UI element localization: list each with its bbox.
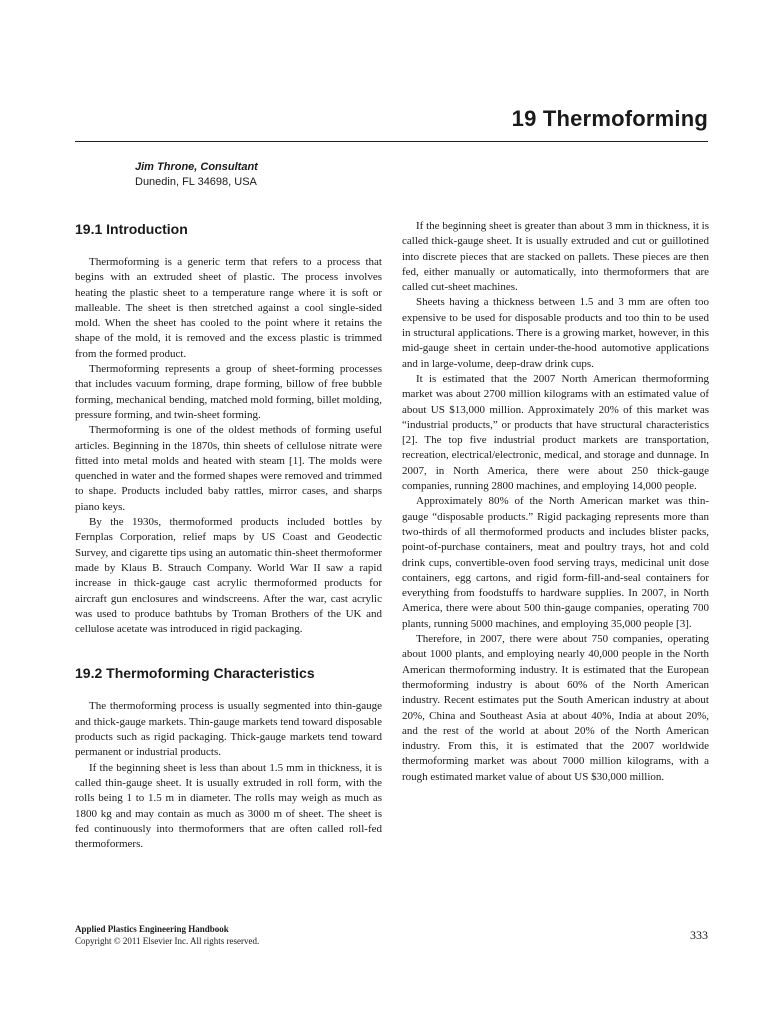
paragraph: Approximately 80% of the North American market was thin-gauge “disposable products.” Rigid packaging represents more than two-thirds of all thermoformed products and includes blister packs, point-of-purchase containers, meat and poultry trays, hot and cold drink cups, convertible-oven food serving trays, medicinal unit dose containers, egg cartons, and rigid form-fill-and-seal containers for everything from foodstuffs to hardware supplies. In 2007, in North America, there were about 500 thin-gauge companies, operating 700 plants, running 5000 machines, and employing 35,000 people [3]. (402, 495, 709, 630)
paragraph: Thermoforming is one of the oldest methods of forming useful articles. Beginning in the 1870s, thin sheets of cellulose nitrate were fitted into metal molds and heated with steam [1]. The molds were quenched in water and the formed shapes were removed and trimmed to shape. Products included baby rattles, mirror cases, and sharps piano keys. (75, 424, 382, 513)
paragraph: If the beginning sheet is greater than about 3 mm in thickness, it is called thick-gauge sheet. It is usually extruded and cut or guillotined into discrete pieces that are stacked on pallets. These pieces are then fed, either manually or automatically, into thermoformers that are called cut-sheet machines. (402, 220, 709, 294)
footer-book-title: Applied Plastics Engineering Handbook (75, 924, 229, 934)
page-number: 333 (690, 928, 708, 942)
paragraph: Therefore, in 2007, there were about 750 companies, operating about 1000 plants, and employing nearly 40,000 people in the North American thermoforming industry. It is estimated that the European thermoforming industry is about 60% of the North American industry. Recent estimates put the South American industry at about 20%, China and Southeast Asia at about 40%, India at about 20%, and the rest of the world at about 20% of the North American industry. From this, it is estimated that the 2007 worldwide thermoforming market was about 7000 million kilograms, with a rough estimated market value of about US $30,000 million. (402, 633, 709, 783)
author-name: Jim Throne, Consultant (135, 161, 258, 173)
paragraph: By the 1930s, thermoformed products included bottles by Fernplas Corporation, relief maps by US Coast and Geodectic Survey, and cigarette tips using an automatic thin-sheet thermoformer made by Klaus B. Strauch Company. World War II saw a rapid increase in thick-gauge cast acrylic thermoformed products for aircraft gun enclosures and windscreens. After the war, cast acrylic was used to produce bathtubs by Troman Brothers of the UK and cellulose acetate was introduced in rigid packaging. (75, 516, 382, 636)
paragraph: Thermoforming is a generic term that refers to a process that begins with an extruded sheet of plastic. The process involves heating the plastic sheet to a temperature range where it is soft or malleable. The sheet is then stretched against a cool single-sided mold. When the sheet has cooled to the point where it retains the shape of the mold, it is removed and the excess plastic is trimmed from the formed product. (75, 256, 382, 360)
left-column (75, 219, 382, 852)
title-rule (75, 141, 708, 142)
chapter-title: 19 Thermoforming (511, 106, 708, 131)
section-heading-introduction: 19.1 Introduction (75, 221, 188, 237)
author-location: Dunedin, FL 34698, USA (135, 176, 257, 188)
paragraph: If the beginning sheet is less than about 1.5 mm in thickness, it is called thin-gauge sheet. It is usually extruded in roll form, with the rolls being 1 to 1.5 m in diameter. The rolls may weigh as much as 1800 kg and may contain as much as 3000 m of sheet. The sheet is fed continuously into thermoformers that are often called roll-fed thermoformers. (75, 761, 382, 851)
right-column (402, 219, 709, 785)
paragraph: Sheets having a thickness between 1.5 and 3 mm are often too expensive to be used for disposable products and too thin to be used in structural applications. There is a growing market, however, in this mid-gauge sheet in certain under-the-hood automotive applications and in large-volume, deep-draw drink cups. (402, 296, 709, 370)
paragraph: It is estimated that the 2007 North American thermoforming market was about 2700 million kilograms with an estimated value of about US $13,000 million. Approximately 20% of this market was “industrial products,” or products that have structural characteristics [2]. The top five industrial product markets are transportation, recreation, electrical/electronic, medical, and storage and dunnage. In 2007, in North America, there were about 250 thick-gauge companies, running 2800 machines, and employing 14,000 people. (402, 372, 709, 493)
paragraph: Thermoforming represents a group of sheet-forming processes that includes vacuum forming, drape forming, billow of free bubble forming, mechanical bending, matched mold forming, billet molding, pressure forming, and twin-sheet forming. (75, 363, 382, 421)
section-heading-characteristics: 19.2 Thermoforming Characteristics (75, 665, 315, 682)
page-footer (75, 923, 259, 947)
footer-copyright: Copyright © 2011 Elsevier Inc. All rights reserved. (75, 936, 260, 946)
author-block (135, 160, 258, 190)
paragraph: The thermoforming process is usually segmented into thin-gauge and thick-gauge markets. Thin-gauge markets tend toward disposable products such as rigid packaging. Thick-gauge markets tend toward permanent or industrial products. (75, 700, 382, 759)
